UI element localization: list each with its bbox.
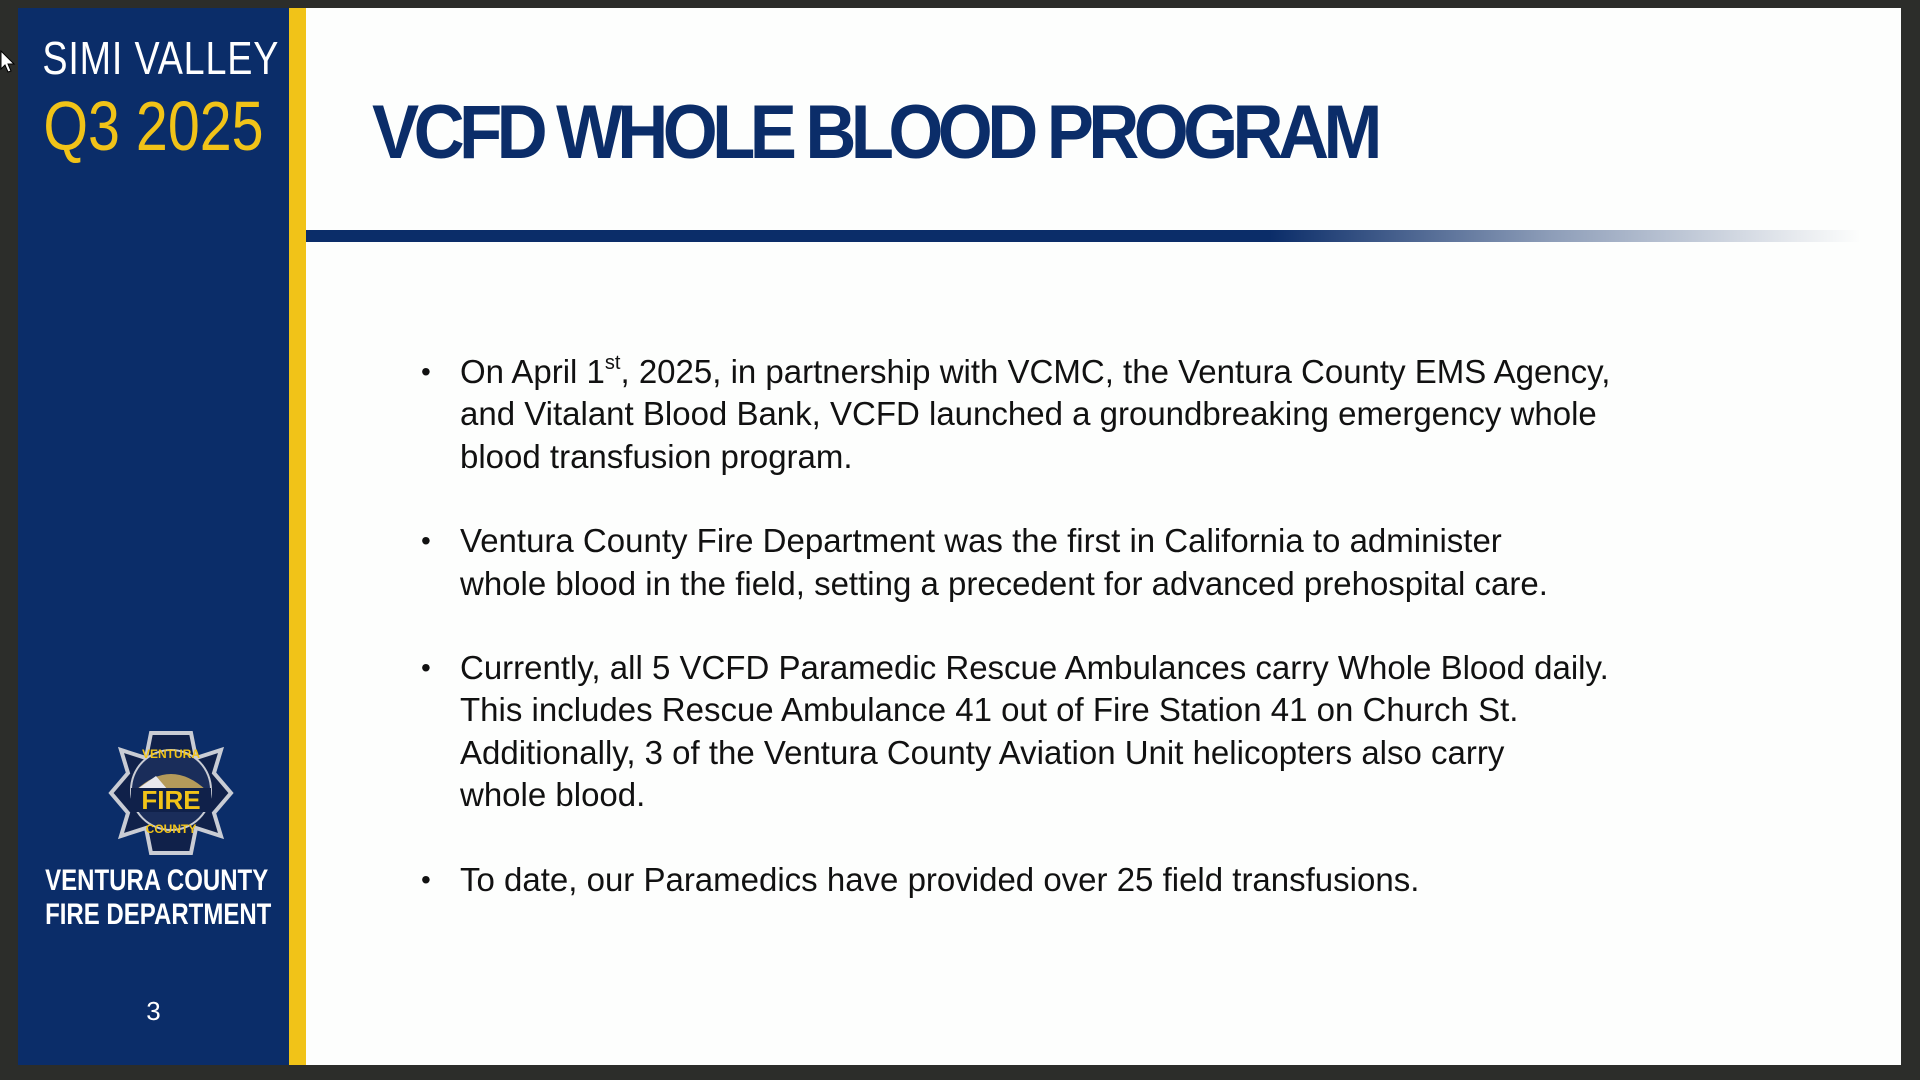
fire-department-logo (106, 728, 236, 858)
text: , 2025, in partnership with VCMC, the Ventura County EMS Agency, (620, 353, 1611, 390)
text: • Currently, all 5 VCFD Paramedic Rescue Ambulances carry Whole Blood daily. (460, 649, 1609, 687)
superscript: st (604, 352, 621, 374)
text: blood transfusion program. (460, 437, 853, 475)
mouse-cursor-icon (0, 50, 16, 74)
text: Additionally, 3 of the Ventura County Aviation Unit helicopters also carry (460, 733, 1505, 771)
bullet-list (421, 351, 1841, 943)
bullet-item (421, 859, 1841, 901)
text: and Vitalant Blood Bank, VCFD launched a groundbreaking emergency whole (460, 395, 1597, 433)
text: • To date, our Paramedics have provided over 25 field transfusions. (460, 860, 1420, 898)
department-line-2: FIRE DEPARTMENT (45, 898, 272, 931)
sidebar (18, 8, 289, 1065)
text: whole blood. (460, 776, 646, 814)
svg-text:FIRE: FIRE (141, 785, 201, 815)
svg-text:COUNTY: COUNTY (145, 822, 197, 836)
text: This includes Rescue Ambulance 41 out of Fire Station 41 on Church St. (460, 691, 1519, 729)
bullet-item (421, 520, 1841, 605)
accent-stripe (289, 8, 306, 1065)
city-label: SIMI VALLEY (42, 32, 280, 84)
title-divider (306, 230, 1861, 242)
slide-title: VCFD WHOLE BLOOD PROGRAM (372, 90, 1377, 175)
svg-text:VENTURA: VENTURA (141, 747, 201, 761)
quarter-label: Q3 2025 (43, 87, 264, 165)
text: whole blood in the field, setting a precedent for advanced prehospital care. (460, 564, 1548, 602)
bullet-item (421, 647, 1841, 817)
slide-content (306, 8, 1901, 1065)
text: On April 1 (460, 353, 605, 390)
page-number: 3 (146, 996, 161, 1026)
bullet-item (421, 351, 1841, 478)
text: • Ventura County Fire Department was the first in California to administer (460, 522, 1502, 560)
department-name (45, 864, 272, 932)
department-line-1: VENTURA COUNTY (45, 864, 269, 897)
